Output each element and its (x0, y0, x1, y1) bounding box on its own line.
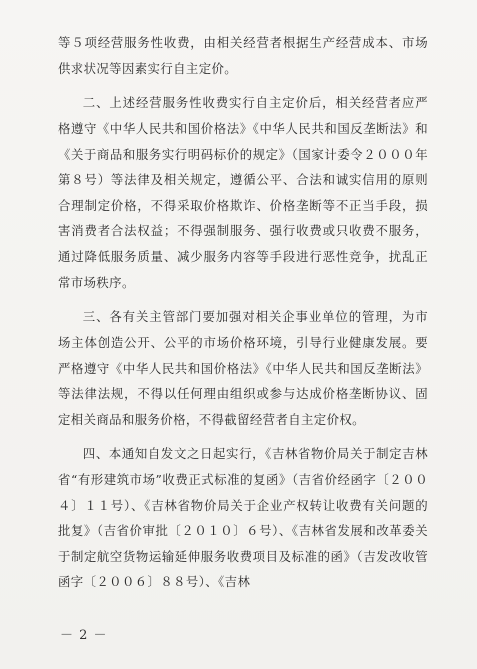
paragraph-item-4: 四、本通知自发文之日起实行，《吉林省物价局关于制定吉林省“有形建筑市场”收费正式标准的复函》（吉省价经函字〔２００４〕１１号）、《吉林省物价局关于企业产权转让收费有关问题的批复》（吉省价审批〔２０１０〕６号）、《吉林省发展和改革委关于制定航空货物运输延伸服务收费项目及标准的函》（吉发改收管函字〔２００６〕８８号）、《吉林 (58, 446, 428, 590)
document-body (58, 30, 428, 595)
paragraph-continuation: 等５项经营服务性收费，由相关经营者根据生产经营成本、市场供求状况等因素实行自主定价。 (58, 35, 428, 76)
paragraph-item-2: 二、上述经营服务性收费实行自主定价后，相关经营者应严格遵守《中华人民共和国价格法》《中华人民共和国反垄断法》和《关于商品和服务实行明码标价的规定》（国家计委令２０００年第８号）等法律及相关规定，遵循公平、合法和诚实信用的原则合理制定价格，不得采取价格欺诈、价格垄断等不正当手段，损害消费者合法权益；不得强制服务、强行收费或只收费不服务，通过降低服务质量、减少服务内容等手段进行恶性竞争，扰乱正常市场秩序。 (58, 95, 428, 290)
page-number: － 2 － (60, 628, 108, 643)
paragraph-item-3: 三、各有关主管部门要加强对相关企事业单位的管理，为市场主体创造公开、公平的市场价格环境，引导行业健康发展。要严格遵守《中华人民共和国价格法》《中华人民共和国反垄断法》等法律法规，不得以任何理由组织或参与达成价格垄断协议、固定相关商品和服务价格，不得截留经营者自主定价权。 (58, 309, 428, 427)
